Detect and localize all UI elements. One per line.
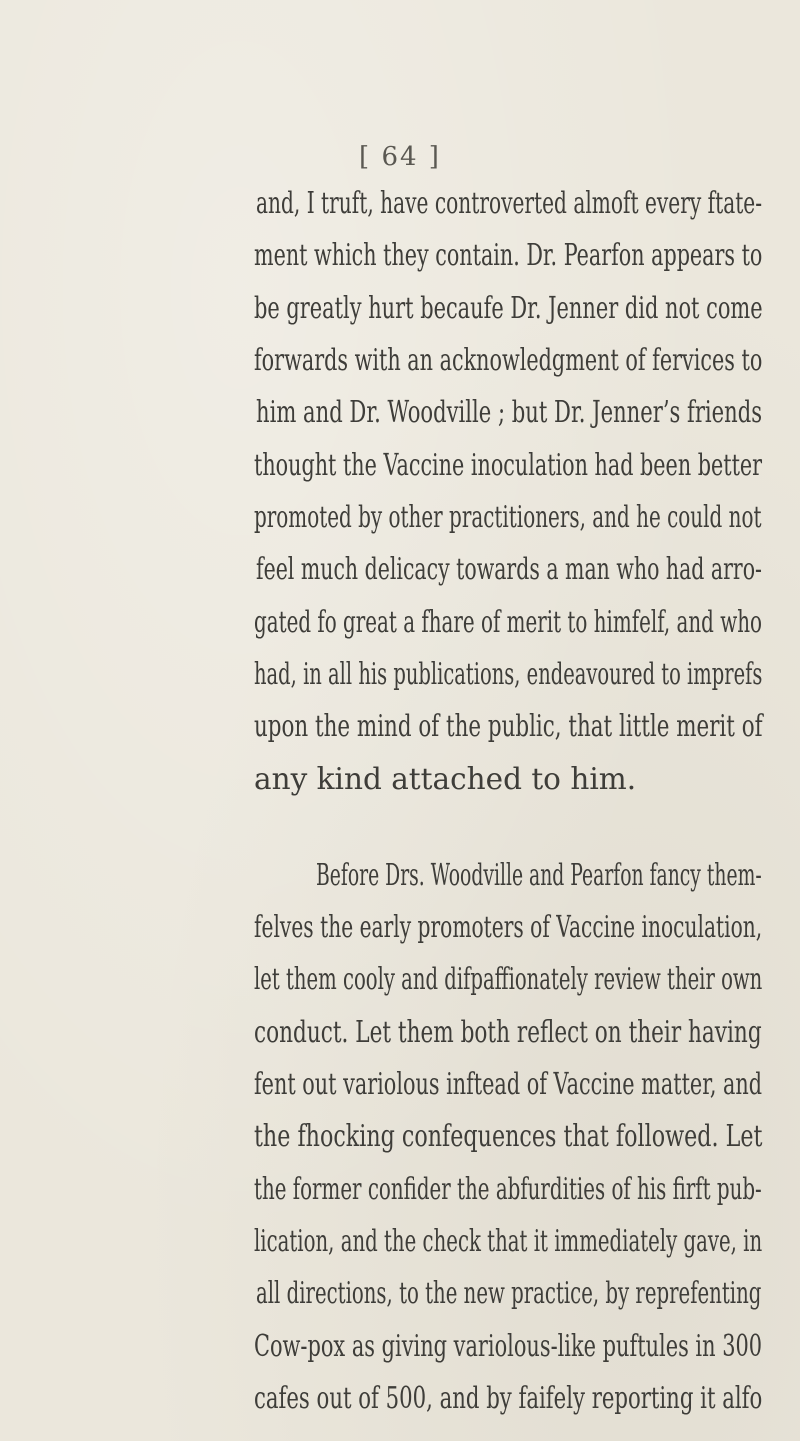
text-line: thought the Vaccine inoculation had been better	[254, 448, 763, 482]
text-line: cafes out of 500, and by faifely reporting it alfo	[254, 1381, 763, 1415]
text-line: the former confider the abfurdities of his firft pub-	[254, 1172, 762, 1206]
text-line: upon the mind of the public, that little merit of	[254, 709, 763, 743]
text-line: Before Drs. Woodville and Pearfon fancy them-	[316, 858, 762, 892]
text-line: him and Dr. Woodville ; but Dr. Jenner’s friends	[256, 395, 763, 429]
text-line: lication, and the check that it immediately gave, in	[254, 1224, 763, 1258]
text-line: Cow-pox as giving variolous-like puftules in 300	[254, 1329, 763, 1363]
text-line: ment which they contain. Dr. Pearfon appears to	[254, 238, 763, 272]
text-line: all directions, to the new practice, by reprefenting	[256, 1276, 762, 1310]
text-line: felves the early promoters of Vaccine inoculation,	[254, 910, 763, 944]
text-line: feel much delicacy towards a man who had arro-	[256, 552, 762, 586]
page-number: [ 64 ]	[359, 142, 441, 172]
text-line: be greatly hurt becaufe Dr. Jenner did not come	[254, 291, 763, 325]
text-line: promoted by other practitioners, and he could not	[254, 500, 762, 534]
text-line: conduct. Let them both reflect on their having	[254, 1015, 762, 1049]
text-line: had, in all his publications, endeavoured to imprefs	[254, 657, 763, 691]
text-line: any kind attached to him.	[254, 762, 637, 796]
text-line: and, I truft, have controverted almoft every ftate-	[256, 186, 763, 220]
text-line: let them cooly and difpaffionately review their own	[254, 962, 763, 996]
text-line: the fhocking confequences that followed. Let	[254, 1119, 763, 1153]
text-line: gated fo great a fhare of merit to himfelf, and who	[254, 605, 763, 639]
text-line: forwards with an acknowledgment of fervices to	[254, 343, 763, 377]
text-line: fent out variolous inftead of Vaccine matter, and	[254, 1067, 763, 1101]
